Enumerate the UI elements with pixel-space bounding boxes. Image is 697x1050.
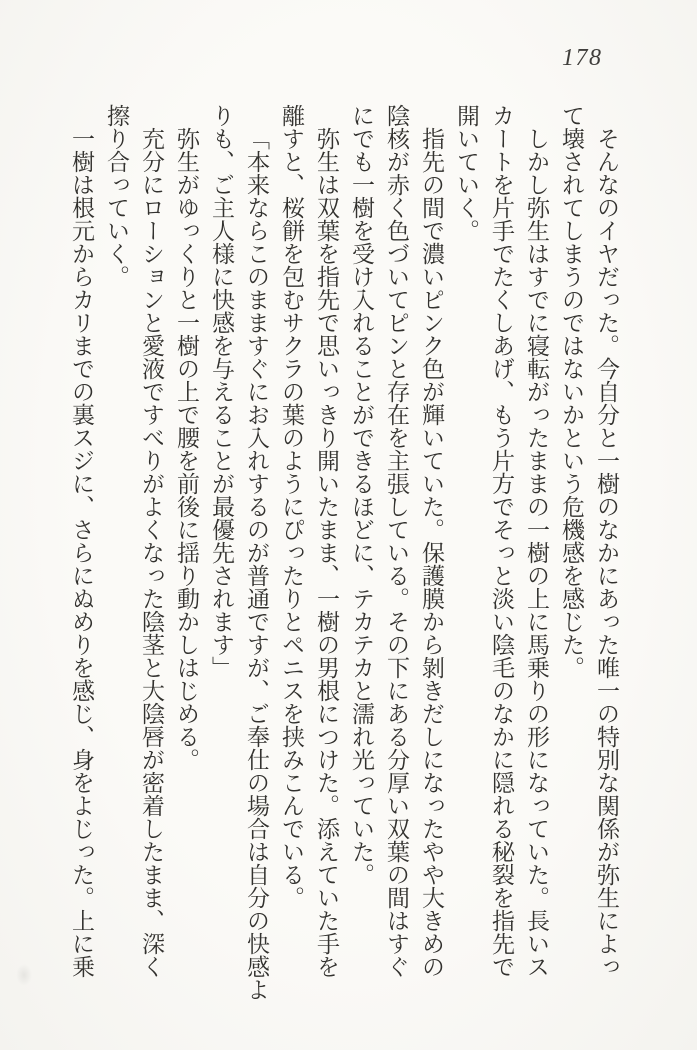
text-column-12: りも、ご主人様に快感を与えることが最優先されます」 xyxy=(209,104,234,679)
text-column-5: 開いていく。 xyxy=(454,104,479,242)
text-column-8: にでも一樹を受け入れることができるほどに、テカテカと濡れ光っていた。 xyxy=(349,104,374,886)
text-column-15: 擦り合っていく。 xyxy=(104,104,129,288)
text-column-4: カートを片手でたくしあげ、もう片方でそっと淡い陰毛のなかに隠れる秘裂を指先で xyxy=(489,104,514,978)
text-column-3: しかし弥生はすでに寝転がったままの一樹の上に馬乗りの形になっていた。長いス xyxy=(524,127,549,978)
text-column-1: そんなのイヤだった。今自分と一樹のなかにあった唯一の特別な関係が弥生によっ xyxy=(594,127,619,978)
text-column-7: 陰核が赤く色づいてピンと存在を主張している。その下にある分厚い双葉の間はすぐ xyxy=(384,104,409,978)
text-column-16: 一樹は根元からカリまでの裏スジに、さらにぬめりを感じ、身をよじった。上に乗 xyxy=(69,127,94,978)
text-column-9: 弥生は双葉を指先で思いっきり開いたまま、一樹の男根につけた。添えていた手を xyxy=(314,127,339,978)
text-column-2: て壊されてしまうのではないかという危機感を感じた。 xyxy=(559,104,584,679)
text-column-10: 離すと、桜餅を包むサクラの葉のようにぴったりとペニスを挟みこんでいる。 xyxy=(279,104,304,909)
text-column-13: 弥生がゆっくりと一樹の上で腰を前後に揺り動かしはじめる。 xyxy=(174,127,199,771)
page-number: 178 xyxy=(562,45,603,71)
text-column-14: 充分にローションと愛液ですべりがよくなった陰茎と大陰唇が密着したまま、深く xyxy=(139,127,164,978)
text-column-11: 「本来ならこのまますぐにお入れするのが普通ですが、ご奉仕の場合は自分の快感よ xyxy=(244,127,269,1001)
vertical-text-block xyxy=(64,104,624,1001)
scan-smudge xyxy=(16,964,32,986)
text-column-6: 指先の間で濃いピンク色が輝いていた。保護膜から剝きだしになったやや大きめの xyxy=(419,127,444,978)
